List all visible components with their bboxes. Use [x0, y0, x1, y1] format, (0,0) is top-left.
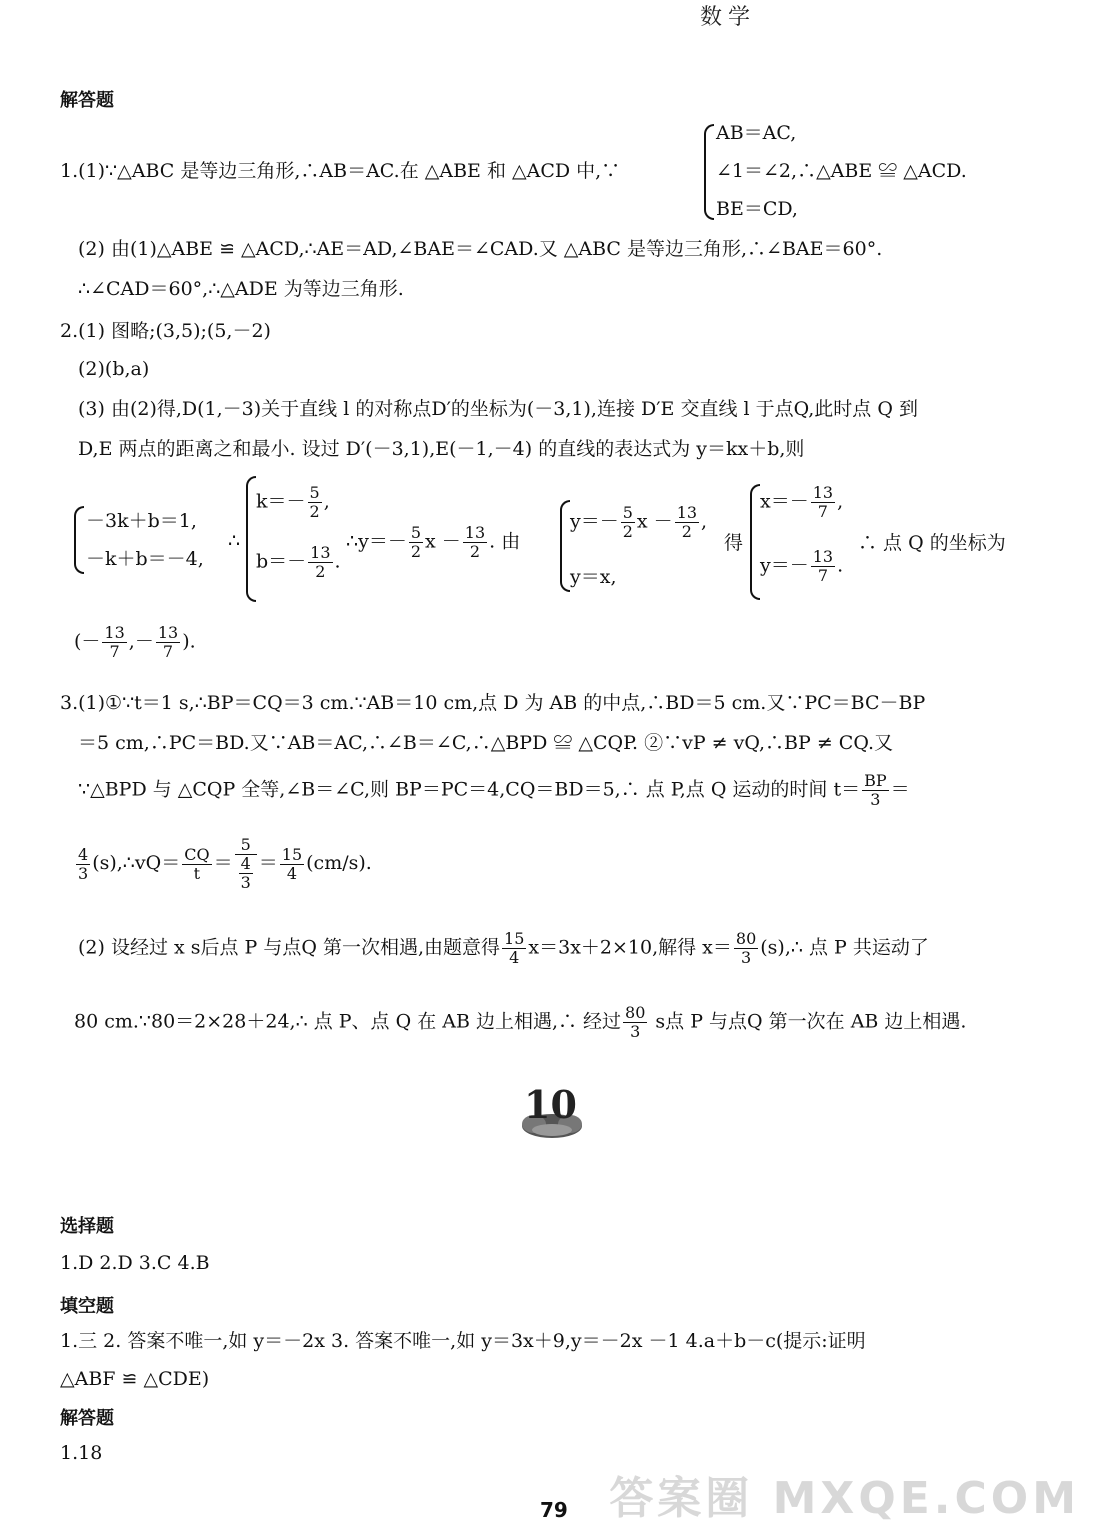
- q3-line4-d1: 3: [78, 863, 89, 883]
- q3-part1-line3: [78, 772, 910, 809]
- q3-line4-frac1: [76, 846, 90, 883]
- q1-part1-text: [60, 158, 620, 184]
- q2-ans-d1: 7: [109, 642, 120, 661]
- q3-p2-post: (s),∴ 点 P 共运动了: [760, 936, 929, 959]
- q2-sys3-d2: 2: [681, 522, 692, 541]
- brace-q2-sys1: [74, 506, 84, 574]
- q3-p2-frac1: [502, 930, 526, 967]
- q3-p2-n1: 15: [504, 929, 525, 948]
- q1-conclusion: ∴△ABE ≌ △ACD.: [797, 160, 967, 182]
- q3-p2b-frac: [623, 1004, 647, 1041]
- q2-sol-y-frac: [811, 548, 835, 585]
- q1-part2-line1: (2) 由(1)△ABE ≌ △ACD,∴AE＝AD,∠BAE＝∠CAD.又 △ABC 是等边三角形,∴∠BAE＝60°.: [78, 238, 883, 260]
- q2-k-post: ,: [323, 490, 330, 513]
- q2-k-num: 5: [309, 483, 320, 502]
- q2-ans-post: ).: [182, 630, 196, 653]
- q3-line4-d3a: 4: [240, 854, 251, 873]
- q2-sol-x: [760, 484, 843, 521]
- brace-q2-sys3: [560, 500, 570, 592]
- q2-sys3-n2: 13: [676, 503, 698, 522]
- q3-part2-line1: [78, 930, 929, 967]
- badge-number: 10: [524, 1082, 577, 1127]
- q3-line3-den: 3: [870, 790, 881, 809]
- q3-p2-frac2: [734, 930, 758, 967]
- q2-ans-mid: ,－: [128, 630, 154, 653]
- q2-sys1-line2: －k＋b＝－4,: [86, 548, 204, 570]
- q2-y-mid: x －: [425, 530, 461, 553]
- q2-sys3-mid: x －: [636, 510, 673, 533]
- q2-therefore: ∴: [228, 530, 241, 552]
- watermark-logo: 答案圈 MXQE.COM: [609, 1473, 1080, 1524]
- q2-ans-n2: 13: [157, 623, 179, 642]
- q3-p2b-pre: 80 cm.∵80＝2×28＋24,∴ 点 P、点 Q 在 AB 边上相遇,∴ 经过: [74, 1010, 622, 1033]
- q3-line4-frac2: [182, 846, 211, 883]
- q2-sol-y-num: 13: [812, 547, 834, 566]
- q3-line4-n1: 4: [78, 844, 89, 864]
- q2-y-pre: ∴y＝－: [346, 530, 407, 553]
- q3-line4-eq2: ＝: [258, 852, 278, 874]
- q1-system-line-3: BE＝CD,: [716, 198, 798, 220]
- q2-k-value: [256, 484, 330, 521]
- fill-answers-line2: △ABF ≌ △CDE): [60, 1368, 210, 1390]
- q3-line4-post: (cm/s).: [306, 852, 372, 874]
- q2-b-post: .: [334, 550, 341, 573]
- q3-line4-frac3: [235, 836, 257, 892]
- q2-y-frac1: [409, 524, 423, 561]
- q2-b-den: 2: [315, 562, 326, 581]
- q2-sys3-d1: 2: [622, 522, 633, 541]
- q3-line4-frac4: [280, 846, 304, 883]
- q2-sys1-line1: －3k＋b＝1,: [86, 510, 197, 532]
- q2-b-value: [256, 544, 341, 581]
- q2-sol-y-den: 7: [817, 566, 828, 585]
- q1-part2-line2: ∴∠CAD＝60°,∴△ADE 为等边三角形.: [78, 278, 404, 300]
- q3-p2b-d: 3: [630, 1022, 641, 1041]
- q3-line4-n4: 15: [281, 844, 303, 864]
- q3-p2b-n: 80: [625, 1003, 646, 1022]
- section-heading-choice: 选择题: [60, 1216, 114, 1237]
- answer-1: 1.18: [60, 1442, 103, 1464]
- q3-p2-mid: x＝3x＋2×10,解得 x＝: [528, 936, 732, 959]
- q2-y-den2: 2: [469, 542, 481, 561]
- q2-sol-y: [760, 548, 843, 585]
- q2-part3-line2: D,E 两点的距离之和最小. 设过 D′(－3,1),E(－1,－4) 的直线的表达式为 y＝kx＋b,则: [78, 438, 805, 460]
- q3-p2-d1: 4: [509, 948, 520, 967]
- q3-line4-n3: 5: [235, 836, 257, 855]
- fill-answers-line1: 1.三 2. 答案不唯一,如 y＝－2x 3. 答案不唯一,如 y＝3x＋9,y＝－2x －1 4.a＋b－c(提示:证明: [60, 1330, 866, 1352]
- q2-sol-y-post: .: [837, 554, 844, 577]
- q2-ans-frac2: [156, 624, 180, 661]
- q2-sol-x-pre: x＝－: [760, 490, 809, 513]
- q3-line3-post: ＝: [890, 778, 910, 801]
- brace-q2-sys4: [750, 484, 760, 600]
- q3-line4-d4: 4: [286, 863, 298, 883]
- q1-system-line-2: [716, 158, 967, 184]
- q2-ans-pre: (－: [74, 630, 101, 653]
- q3-p2-d2: 3: [740, 948, 752, 967]
- q3-p2b-post: s点 P 与点Q 第一次在 AB 边上相遇.: [649, 1010, 967, 1033]
- q3-line4-mid1: (s),∴vQ＝: [92, 852, 181, 874]
- q3-part1-line1: 3.(1)①∵t＝1 s,∴BP＝CQ＝3 cm.∵AB＝10 cm,点 D 为 AB 的中点,∴BD＝5 cm.又∵PC＝BC－BP: [60, 692, 926, 714]
- q2-b-fraction: [308, 544, 332, 581]
- q2-k-den: 2: [309, 502, 320, 521]
- q2-sys3-pre: y＝－: [570, 510, 619, 533]
- q3-p2-n2: 80: [735, 929, 757, 948]
- q2-y-frac2: [463, 524, 487, 561]
- section-heading-fill: 填空题: [60, 1296, 114, 1317]
- q3-line4-d3: [235, 855, 257, 892]
- q2-ans-d2: 7: [162, 642, 174, 661]
- q2-b-num: 13: [310, 543, 331, 562]
- choice-answers: 1.D 2.D 3.C 4.B: [60, 1252, 210, 1274]
- q3-line4-d2: t: [193, 863, 201, 883]
- q1-system-line-1: AB＝AC,: [716, 122, 797, 144]
- q2-y-num2: 13: [464, 523, 486, 542]
- q3-line4-n2: CQ: [184, 844, 210, 864]
- q2-de: 得: [724, 532, 744, 554]
- q3-line3-pre: ∵△BPD 与 △CQP 全等,∠B＝∠C,则 BP＝PC＝4,CQ＝BD＝5,∴ 点 P,点 Q 运动的时间 t＝: [78, 778, 861, 801]
- q2-sys3-frac2: [675, 504, 699, 541]
- q2-part1: 2.(1) 图略;(3,5);(5,－2): [60, 320, 271, 342]
- q2-ans-frac1: [102, 624, 126, 661]
- q2-y-den1: 2: [410, 542, 422, 561]
- brace-q2-sys2: [246, 476, 256, 602]
- q2-sol-x-num: 13: [812, 483, 834, 502]
- q2-sys3-line2: y＝x,: [570, 566, 617, 588]
- q2-part2: (2)(b,a): [78, 358, 150, 380]
- q2-sys3-line1: [570, 504, 707, 541]
- q2-sol-y-pre: y＝－: [760, 554, 809, 577]
- q2-y-post: . 由: [489, 530, 521, 553]
- q2-y-num1: 5: [410, 523, 422, 542]
- q3-part2-line2: [74, 1004, 966, 1041]
- q2-sol-x-post: ,: [837, 490, 844, 513]
- q1-system-eq2: ∠1＝∠2,: [716, 160, 798, 182]
- q2-part3-line1: (3) 由(2)得,D(1,－3)关于直线 l 的对称点D′的坐标为(－3,1),连接 D′E 交直线 l 于点Q,此时点 Q 到: [78, 398, 918, 420]
- q2-sol-x-frac: [811, 484, 835, 521]
- page-number: 79: [540, 1498, 568, 1522]
- section-heading-answers-2: 解答题: [60, 1408, 114, 1429]
- q2-b-pre: b＝－: [256, 550, 307, 573]
- q3-line3-frac: [862, 772, 889, 809]
- q2-k-pre: k＝－: [256, 490, 306, 513]
- q3-line3-num: BP: [864, 771, 887, 790]
- q2-sys3-n1: 5: [622, 503, 633, 522]
- q2-answer: [74, 624, 196, 661]
- q2-sol-x-den: 7: [817, 502, 828, 521]
- q2-conclusion: ∴ 点 Q 的坐标为: [858, 532, 1006, 554]
- q2-k-fraction: [308, 484, 322, 521]
- watermark: [609, 1462, 1080, 1526]
- q2-line-equation: [346, 524, 520, 561]
- q3-line4-d3b: 3: [240, 873, 251, 892]
- q3-part1-line4: [74, 836, 372, 892]
- q3-part1-line2: ＝5 cm,∴PC＝BD.又∵AB＝AC,∴∠B＝∠C,∴△BPD ≌ △CQP. ②∵vP ≠ vQ,∴BP ≠ CQ.又: [78, 732, 893, 754]
- section-number-badge: [512, 1082, 592, 1144]
- q1-part1-a: 1.(1)∵△ABC 是等边三角形,∴AB＝AC.在 △ABE 和 △ACD 中,∵: [60, 160, 621, 182]
- q2-sys3-frac1: [621, 504, 635, 541]
- q3-line4-eq1: ＝: [213, 852, 233, 874]
- q3-line4-inner-frac: [239, 855, 253, 892]
- q2-sys3-post: ,: [701, 510, 708, 533]
- q2-ans-n1: 13: [104, 623, 125, 642]
- page-header: 数学: [700, 5, 757, 30]
- section-heading-answers: 解答题: [60, 90, 114, 111]
- brace-q1: [704, 124, 714, 220]
- q3-p2-pre: (2) 设经过 x s后点 P 与点Q 第一次相遇,由题意得: [78, 936, 501, 959]
